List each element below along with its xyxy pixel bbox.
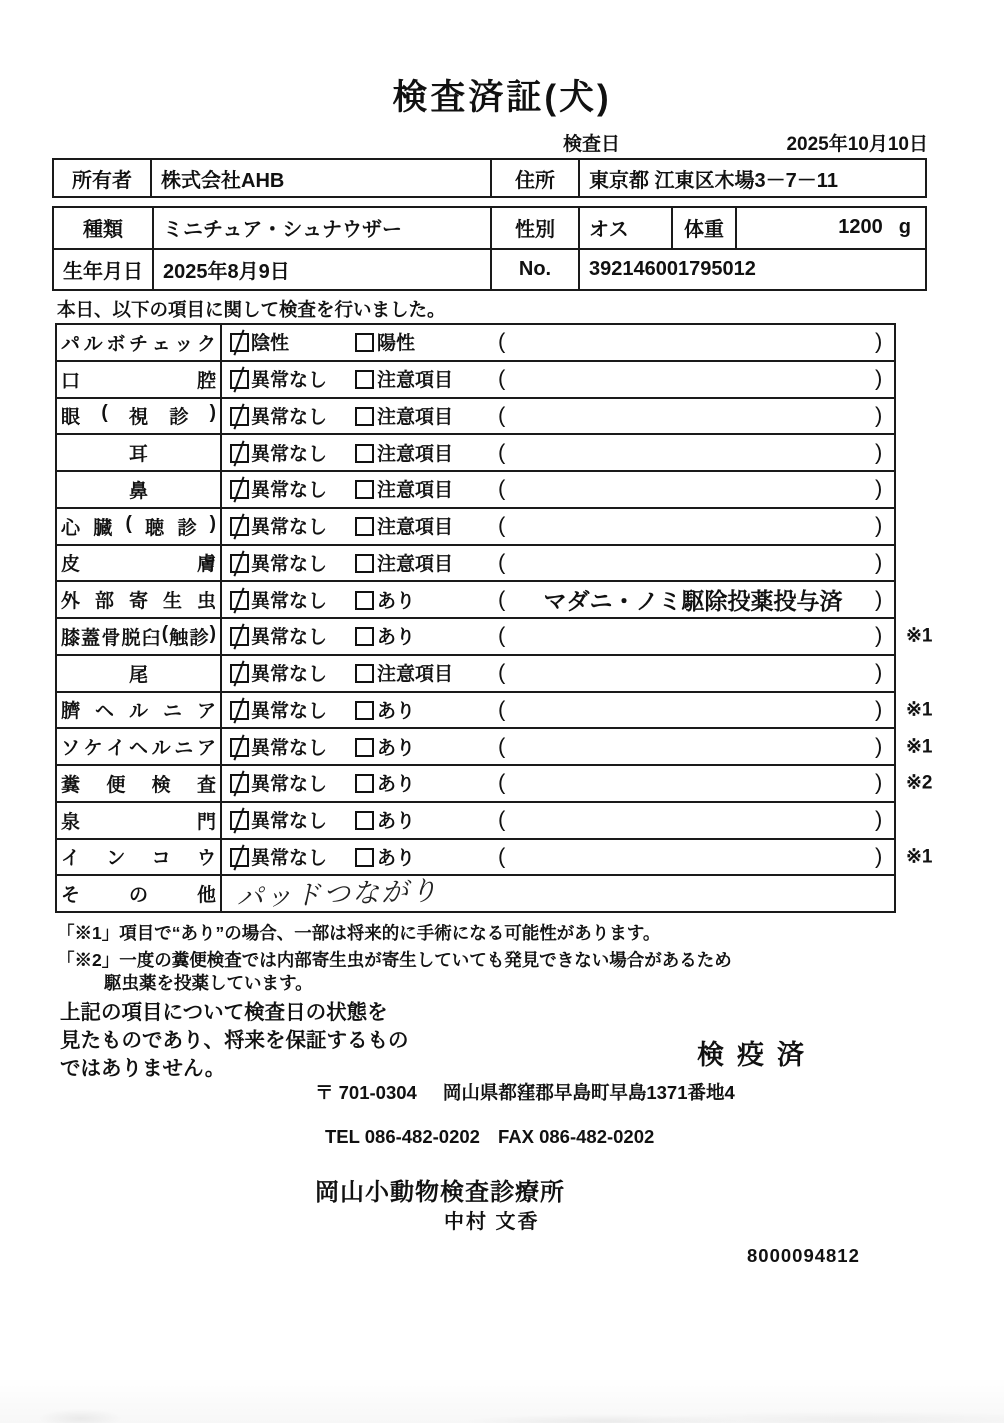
exam-item-label-cell [57, 399, 222, 434]
option-label: あり [377, 774, 416, 796]
option-label: 異常なし [251, 443, 328, 465]
checklist-row [57, 360, 894, 397]
paren-open: ( [498, 402, 506, 428]
exam-item-label-cell [57, 509, 222, 544]
exam-item-label: 外 部 寄 生 虫 [61, 591, 216, 613]
clinic-tel-fax [325, 1126, 654, 1148]
option-label: あり [377, 590, 416, 612]
checklist-row [57, 470, 894, 507]
exam-item-label: ソ ケ イ ヘ ル ニ ア [61, 738, 216, 760]
exam-item-label-cell [57, 362, 222, 397]
option-label: 異常なし [251, 700, 328, 722]
option-label: 異常なし [251, 553, 328, 575]
document-number: 8000094812 [747, 1245, 860, 1266]
option-label: 注意項目 [377, 370, 454, 392]
exam-item-label: 膝 蓋 骨 脱 臼 ( 触 診 ) [61, 622, 216, 649]
exam-item-label-cell [57, 472, 222, 507]
exam-item-content [222, 362, 894, 397]
footnote-ref: ※1 [906, 699, 933, 721]
paren-close: ) [875, 402, 883, 428]
paren-open: ( [498, 622, 506, 648]
registration-no-value: 392146001795012 [578, 250, 925, 290]
clinic-tel: TEL 086-482-0202 [325, 1126, 480, 1147]
exam-item-label: 眼 ( 視 診 ) [61, 402, 216, 429]
checklist-row [57, 874, 894, 911]
exam-item-label: そ の 他 [61, 885, 216, 907]
intro-sentence: 本日、以下の項目に関して検査を行いました。 [57, 299, 446, 320]
breed-label: 種類 [83, 219, 123, 242]
checkbox-checked-icon [230, 627, 249, 646]
exam-item-label: パ ル ボ チ ェ ッ ク [61, 333, 216, 355]
exam-item-label: 皮 膚 [61, 554, 216, 576]
paren-close: ) [875, 365, 883, 391]
exam-date-value: 2025年10月10日 [786, 134, 928, 155]
checkbox-checked-icon [230, 480, 249, 499]
checklist-row [57, 544, 894, 581]
option-label: 注意項目 [377, 406, 454, 428]
option-label: 異常なし [251, 370, 328, 392]
exam-item-label-cell [57, 693, 222, 728]
option-label: 陽性 [377, 333, 416, 355]
checkbox-unchecked-icon [355, 774, 374, 793]
option-label: 異常なし [251, 847, 328, 869]
checkbox-checked-icon [230, 517, 249, 536]
pet-info-table [52, 206, 927, 291]
option-label: あり [377, 811, 416, 833]
paren-open: ( [498, 512, 506, 538]
checkbox-checked-icon [230, 811, 249, 830]
option-label: 異常なし [251, 811, 328, 833]
registration-no-label: No. [490, 250, 578, 290]
checkbox-unchecked-icon [355, 480, 374, 499]
birthdate-label: 生年月日 [63, 260, 143, 283]
checkbox-unchecked-icon [355, 738, 374, 757]
clinic-address: 岡山県都窪郡早島町早島1371番地4 [442, 1082, 735, 1103]
option-label: 注意項目 [377, 480, 454, 502]
weight-label: 体重 [671, 208, 735, 248]
owner-label: 所有者 [72, 169, 132, 192]
owner-value: 株式会社AHB [150, 160, 490, 196]
footnote-1: 「※1」項目で“あり”の場合、一部は将来的に手術になる可能性があります。 [57, 923, 661, 943]
exam-item-content [222, 766, 894, 801]
exam-item-content [222, 582, 894, 617]
exam-item-label: 糞 便 検 査 [61, 774, 216, 796]
checklist-row [57, 801, 894, 838]
paren-open: ( [498, 439, 506, 465]
checklist-row [57, 617, 933, 654]
address-label: 住所 [490, 160, 578, 196]
exam-item-content [222, 693, 894, 728]
paren-close: ) [875, 586, 883, 612]
paren-close: ) [875, 843, 883, 869]
paren-open: ( [498, 843, 506, 869]
exam-item-content [222, 435, 894, 470]
clinic-postal-address [315, 1079, 735, 1105]
footnote-2-line1: 「※2」一度の糞便検査では内部寄生虫が寄生していても発見できない場合があるため [57, 950, 732, 970]
paren-close: ) [875, 439, 883, 465]
checkbox-checked-icon [230, 701, 249, 720]
option-label: 注意項目 [377, 553, 454, 575]
disclaimer-line-2: 見たものであり、将来を保証するもの [60, 1029, 409, 1052]
option-label: 異常なし [251, 406, 328, 428]
exam-checklist-table [55, 323, 933, 913]
exam-item-content [222, 472, 894, 507]
exam-item-label: 鼻 [128, 480, 148, 502]
checkbox-unchecked-icon [355, 591, 374, 610]
footnote-ref: ※1 [906, 736, 933, 758]
checkbox-unchecked-icon [355, 627, 374, 646]
checkbox-unchecked-icon [355, 370, 374, 389]
checklist-row [57, 654, 894, 691]
checkbox-unchecked-icon [355, 848, 374, 867]
paren-open: ( [498, 328, 506, 354]
option-label: あり [377, 737, 416, 759]
weight-unit: g [898, 216, 911, 239]
exam-item-label: 耳 [128, 444, 148, 466]
exam-item-label-cell [57, 619, 222, 654]
exam-item-content [222, 876, 894, 911]
weight-value-cell [735, 208, 925, 248]
checklist-row [57, 764, 933, 801]
examiner-name: 中村 文香 [444, 1211, 540, 1233]
quarantine-stamp: 検疫済 [697, 1040, 817, 1070]
option-label: 異常なし [251, 627, 328, 649]
checkbox-unchecked-icon [355, 554, 374, 573]
checklist-row [57, 325, 894, 360]
option-label: 注意項目 [377, 517, 454, 539]
paren-open: ( [498, 475, 506, 501]
option-label: 陰性 [251, 333, 290, 355]
paren-open: ( [498, 659, 506, 685]
paren-open: ( [498, 769, 506, 795]
exam-item-content [222, 619, 894, 654]
checkbox-checked-icon [230, 774, 249, 793]
checkbox-checked-icon [230, 848, 249, 867]
clinic-fax: FAX 086-482-0202 [497, 1126, 655, 1147]
option-label: 異常なし [251, 480, 328, 502]
checklist-row [57, 727, 933, 764]
disclaimer-statement [60, 999, 409, 1083]
exam-item-content [222, 546, 894, 581]
footnote-ref: ※2 [906, 772, 933, 794]
page-title: 検査済証(犬) [392, 78, 612, 117]
postal-code: 〒 701-0304 [315, 1082, 417, 1103]
birth-row [54, 248, 925, 290]
paren-open: ( [498, 733, 506, 759]
checklist-row [57, 838, 933, 875]
exam-item-content [222, 803, 894, 838]
paren-close: ) [875, 328, 883, 354]
checkbox-unchecked-icon [355, 407, 374, 426]
exam-item-content [222, 656, 894, 691]
checkbox-unchecked-icon [355, 333, 374, 352]
paren-close: ) [875, 475, 883, 501]
exam-item-label-cell [57, 766, 222, 801]
paren-open: ( [498, 696, 506, 722]
checkbox-unchecked-icon [355, 701, 374, 720]
other-handwritten-note: パッドつながり [235, 875, 440, 913]
exam-item-label: 泉 門 [61, 811, 216, 833]
sex-value: オス [578, 208, 671, 248]
checkbox-checked-icon [230, 370, 249, 389]
paren-close: ) [875, 659, 883, 685]
checkbox-checked-icon [230, 664, 249, 683]
exam-item-label-cell [57, 546, 222, 581]
paren-close: ) [875, 622, 883, 648]
sex-label: 性別 [490, 208, 578, 248]
exam-item-content [222, 399, 894, 434]
address-value: 東京都 江東区木場3－7－11 [578, 160, 925, 196]
paren-close: ) [875, 733, 883, 759]
scan-noise-artifact [0, 1377, 1004, 1423]
exam-item-label-cell [57, 876, 222, 911]
checkbox-unchecked-icon [355, 811, 374, 830]
checkbox-checked-icon [230, 333, 249, 352]
disclaimer-line-3: ではありません。 [60, 1057, 226, 1080]
checkbox-unchecked-icon [355, 444, 374, 463]
checklist-row [57, 507, 894, 544]
option-label: あり [377, 700, 416, 722]
paren-open: ( [498, 806, 506, 832]
checkbox-checked-icon [230, 444, 249, 463]
paren-close: ) [875, 696, 883, 722]
weight-value: 1200 [838, 216, 883, 239]
exam-item-label: 心 臓 ( 聴 診 ) [61, 512, 216, 539]
checkbox-unchecked-icon [355, 517, 374, 536]
checkbox-checked-icon [230, 738, 249, 757]
breed-value: ミニチュア・シュナウザー [152, 208, 490, 248]
checklist-row [57, 691, 933, 728]
exam-item-label-cell [57, 656, 222, 691]
exam-item-content [222, 325, 894, 360]
exam-item-label: 口 腔 [61, 370, 216, 392]
clinic-name: 岡山小動物検査診療所 [315, 1179, 565, 1206]
paren-close: ) [875, 549, 883, 575]
footnote-ref: ※1 [906, 625, 933, 647]
checkbox-checked-icon [230, 407, 249, 426]
breed-row [54, 208, 925, 248]
disclaimer-line-1: 上記の項目について検査日の状態を [60, 1001, 388, 1024]
exam-item-label-cell [57, 582, 222, 617]
exam-item-label: イ ン コ ウ [61, 848, 216, 870]
exam-date-label: 検査日 [563, 134, 621, 155]
exam-item-label: 臍 ヘ ル ニ ア [61, 701, 216, 723]
option-label: 異常なし [251, 664, 328, 686]
paren-close: ) [875, 769, 883, 795]
footnote-ref: ※1 [906, 846, 933, 868]
exam-item-content [222, 840, 894, 875]
option-label: 異常なし [251, 774, 328, 796]
exam-item-label-cell [57, 729, 222, 764]
footnote-2-line2: 駆虫薬を投薬しています。 [104, 973, 313, 993]
exam-item-content [222, 509, 894, 544]
checklist-row [57, 433, 894, 470]
exam-item-label-cell [57, 840, 222, 875]
exam-item-label-cell [57, 803, 222, 838]
exam-item-label: 尾 [128, 664, 148, 686]
birthdate-value: 2025年8月9日 [152, 250, 490, 290]
exam-item-label-cell [57, 435, 222, 470]
owner-table [52, 158, 927, 198]
checkbox-checked-icon [230, 591, 249, 610]
checklist-row [57, 397, 894, 434]
option-label: あり [377, 627, 416, 649]
option-label: あり [377, 847, 416, 869]
checkbox-unchecked-icon [355, 664, 374, 683]
paren-close: ) [875, 806, 883, 832]
option-label: 異常なし [251, 517, 328, 539]
exam-item-label-cell [57, 325, 222, 360]
option-label: 異常なし [251, 590, 328, 612]
checkbox-checked-icon [230, 554, 249, 573]
paren-open: ( [498, 365, 506, 391]
paren-close: ) [875, 512, 883, 538]
exam-item-content [222, 729, 894, 764]
option-label: 異常なし [251, 737, 328, 759]
owner-row [54, 160, 925, 196]
paren-open: ( [498, 586, 506, 612]
option-label: 注意項目 [377, 443, 454, 465]
checklist-row [57, 580, 894, 617]
paren-open: ( [498, 549, 506, 575]
exam-result-value: マダニ・ノミ駆除投薬投与済 [543, 587, 843, 614]
option-label: 注意項目 [377, 664, 454, 686]
